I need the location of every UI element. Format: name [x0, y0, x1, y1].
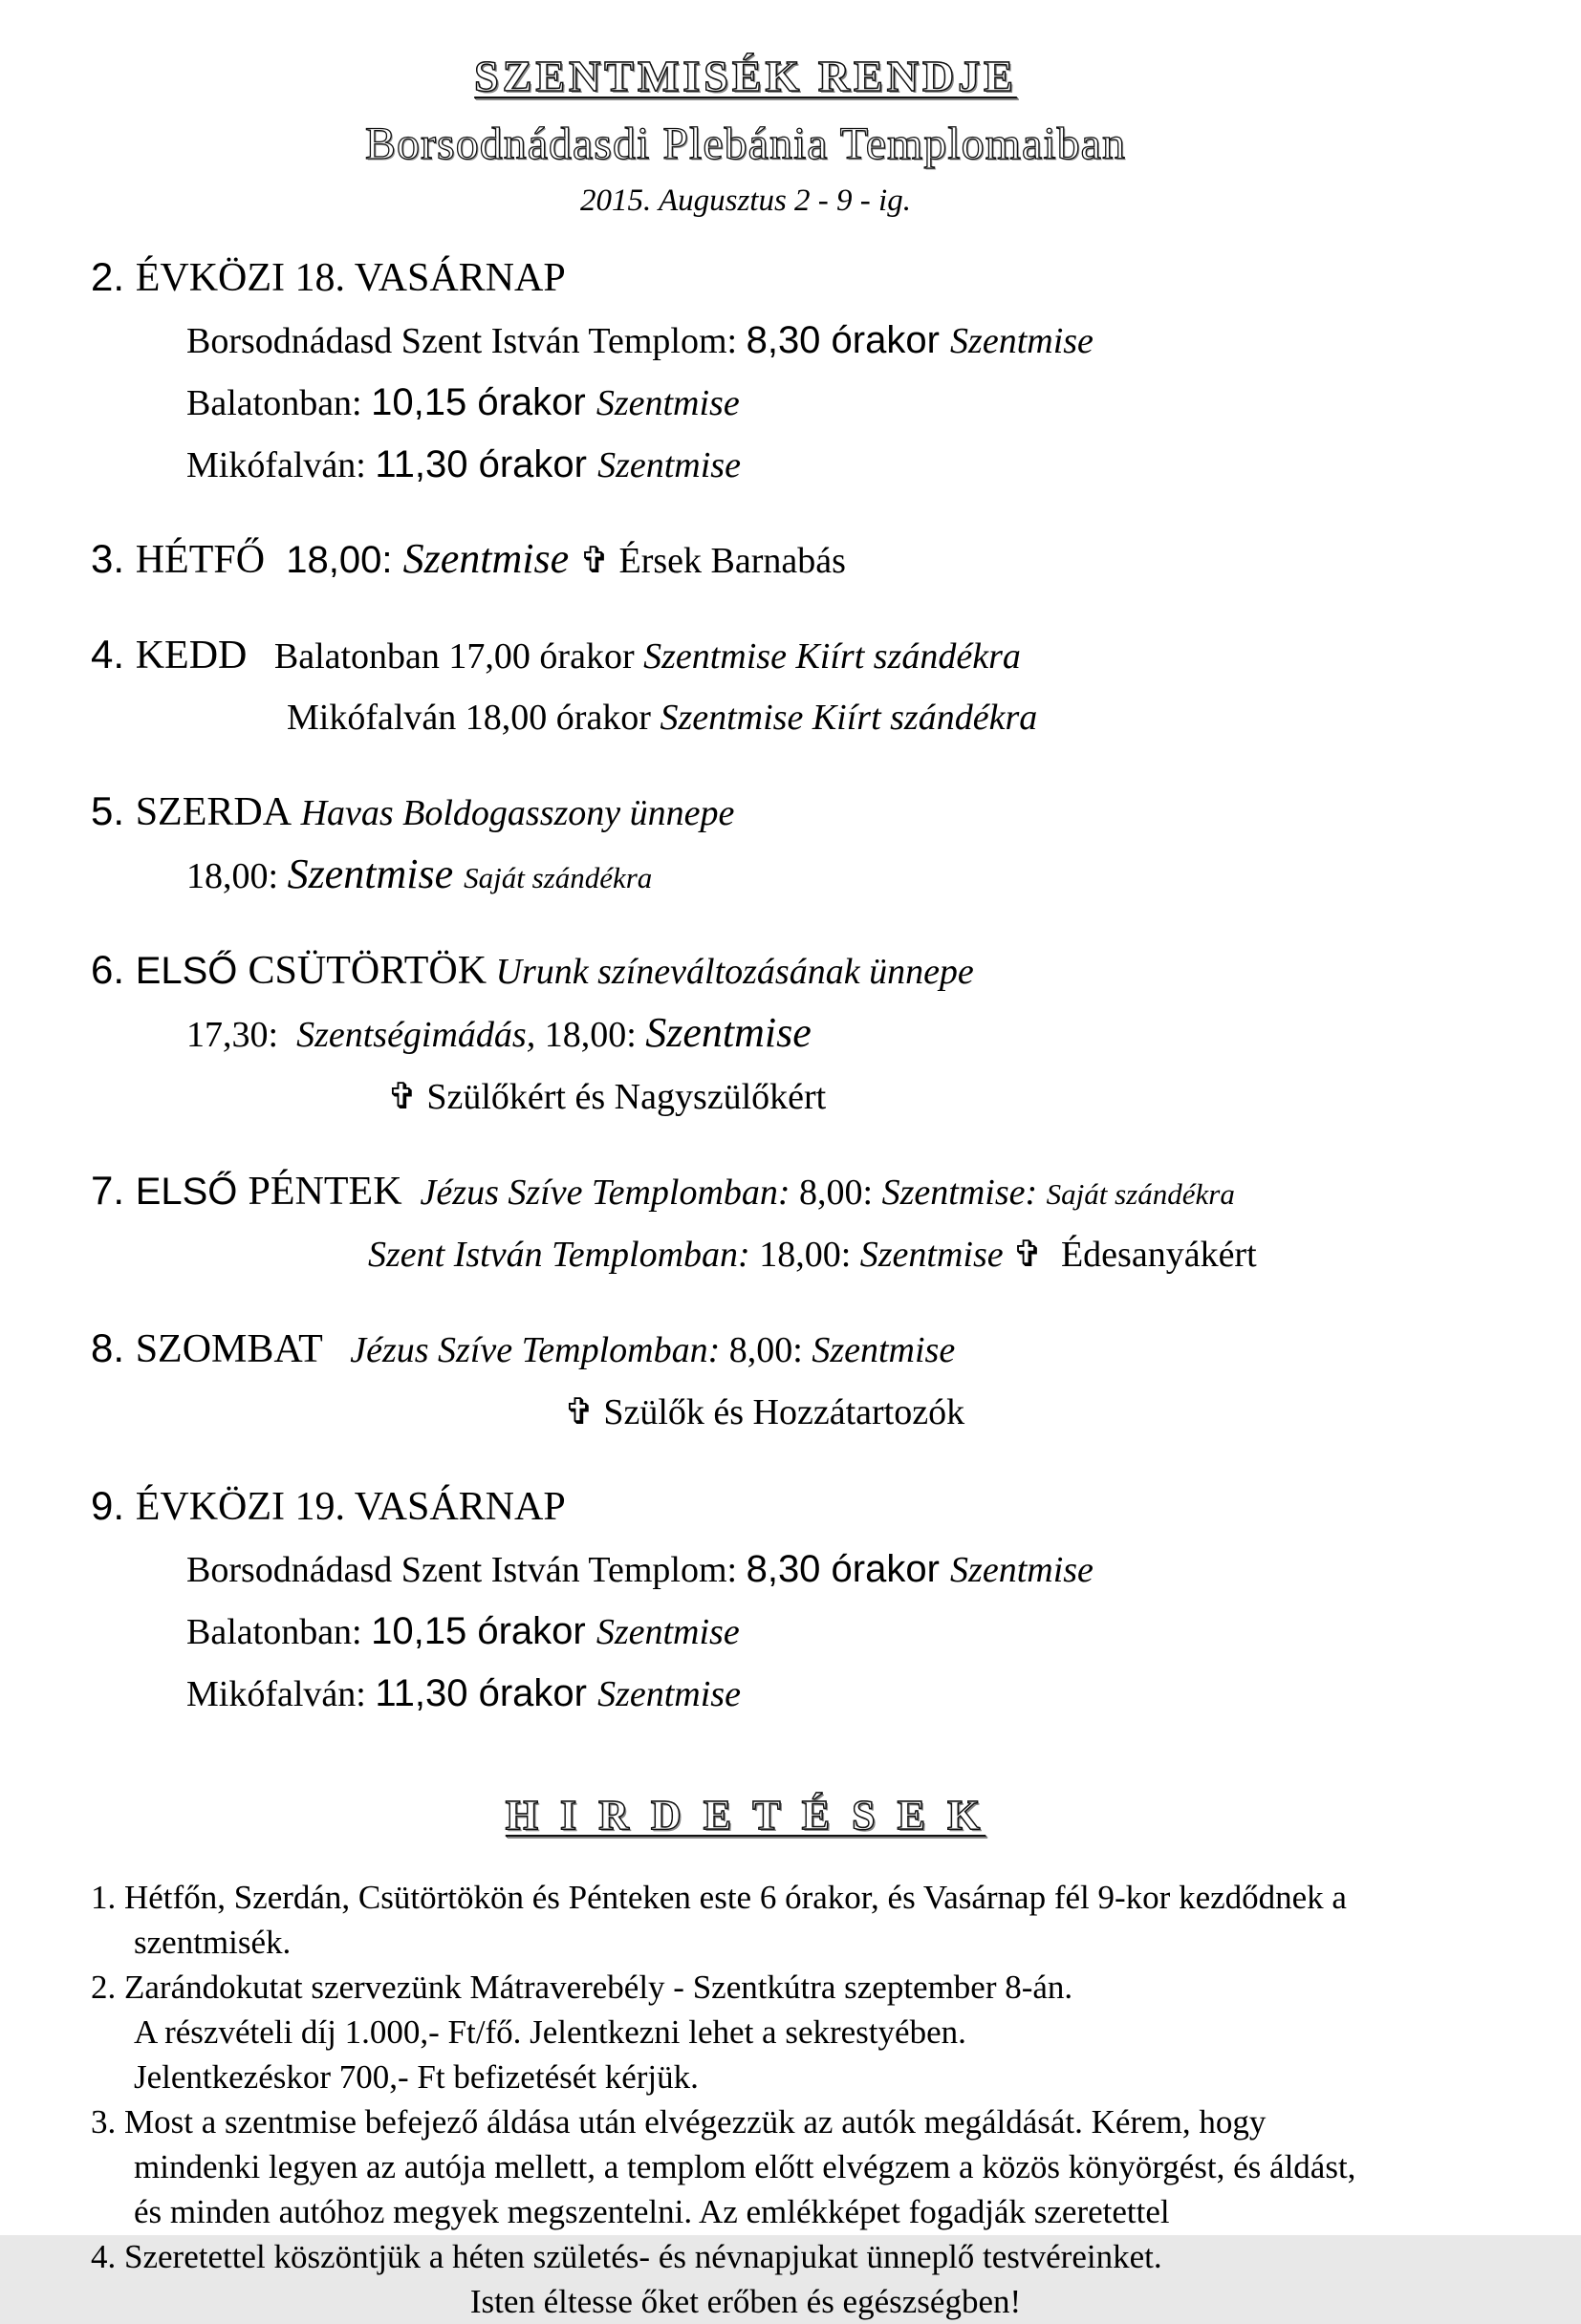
announcement-item: [91, 1875, 1514, 1965]
announcement-item: [91, 2234, 1514, 2279]
text-segment: 18,00:: [186, 856, 288, 896]
announcement-text: mindenki legyen az autója mellett, a templom előtt elvégzem a közös könyörgést, és áldást,: [134, 2148, 1356, 2185]
schedule-row: [91, 1164, 1514, 1227]
text-segment: Szentmise Kiírt szándékra: [643, 636, 1021, 677]
text-segment: 8,30 órakor: [746, 319, 951, 361]
announcement-item: [91, 1965, 1514, 2099]
announcement-number: 4.: [91, 2238, 124, 2275]
text-segment: 18,00:: [759, 1235, 860, 1275]
text-segment: ÉVKÖZI 19. VASÁRNAP: [135, 1485, 566, 1529]
text-segment: KEDD: [135, 634, 248, 678]
schedule-row: [564, 1385, 1514, 1447]
text-segment: Szentmise: [596, 1612, 740, 1652]
announcement-line: [91, 1965, 1514, 2010]
text-segment: Balatonban:: [186, 1612, 372, 1652]
schedule-row: [186, 438, 1514, 500]
text-segment: 8,00:: [799, 1173, 882, 1213]
text-segment: 4.: [91, 632, 136, 677]
text-segment: Szentmise: [402, 535, 580, 582]
text-segment: Borsodnádasd Szent István Templom:: [186, 1550, 747, 1590]
text-segment: Édesanyákért: [1042, 1235, 1257, 1275]
text-segment: CSÜTÖRTÖK: [248, 949, 487, 993]
text-segment: Saját szándékra: [1046, 1177, 1235, 1211]
schedule-row: [91, 628, 1514, 691]
cross-icon: ✞: [1012, 1233, 1043, 1275]
text-segment: 8,00:: [728, 1330, 812, 1370]
announcement-text: Zarándokutat szervezünk Mátraverebély - Szentkútra szeptember 8-án.: [124, 1969, 1073, 2006]
announcement-item: [91, 2099, 1514, 2234]
text-segment: Szülőkért és Nagyszülőkért: [417, 1077, 827, 1117]
text-segment: ELSŐ: [135, 950, 249, 992]
cross-icon: ✞: [564, 1390, 595, 1432]
text-segment: 7.: [91, 1168, 136, 1213]
text-segment: Szentségimádás,: [296, 1015, 545, 1055]
announcement-line: [134, 2189, 1514, 2234]
text-segment: Borsodnádasd Szent István Templom:: [186, 321, 747, 361]
text-segment: PÉNTEK: [248, 1170, 402, 1214]
text-segment: 8.: [91, 1325, 136, 1370]
schedule-row: [368, 1227, 1514, 1289]
announcement-line: [91, 1875, 1514, 1920]
text-segment: Jézus Szíve Templomban:: [401, 1173, 800, 1213]
announcement-line: [91, 2234, 1514, 2279]
schedule-section: [91, 1322, 1514, 1447]
page-title: SZENTMISÉK RENDJE: [474, 52, 1017, 100]
schedule-row: [287, 691, 1514, 752]
text-segment: Érsek Barnabás: [609, 541, 846, 581]
text-segment: 18,00:: [265, 539, 403, 581]
announcement-line: [134, 2010, 1514, 2055]
schedule-section: [91, 1479, 1514, 1729]
schedule-row: [91, 532, 1514, 595]
schedule-row: [387, 1069, 1514, 1131]
text-segment: Mikófalván 18,00 órakor: [287, 698, 661, 738]
announcement-text: A részvételi díj 1.000,- Ft/fő. Jelentkezni lehet a sekrestyében.: [134, 2013, 966, 2051]
schedule-section: [91, 532, 1514, 595]
announcement-text: Most a szentmise befejező áldása után elvégezzük az autók megáldását. Kérem, hogy: [124, 2103, 1267, 2141]
announcement-number: 2.: [91, 1969, 124, 2006]
text-segment: 6.: [91, 947, 136, 992]
schedule-row: [186, 1006, 1514, 1069]
text-segment: Jézus Szíve Templomban:: [322, 1330, 729, 1370]
schedule-section: [91, 628, 1514, 752]
text-segment: 8,30 órakor: [746, 1548, 951, 1590]
text-segment: 3.: [91, 536, 136, 581]
cross-icon: ✞: [579, 539, 610, 581]
announcement-text: Szeretettel köszöntjük a héten születés- és névnapjukat ünneplő testvéreinket.: [124, 2238, 1162, 2275]
text-segment: 17,30:: [186, 1015, 297, 1055]
announcement-line: [134, 1920, 1514, 1965]
text-segment: 9.: [91, 1483, 136, 1528]
text-segment: ÉVKÖZI 18. VASÁRNAP: [135, 256, 566, 300]
announcement-line: [134, 2144, 1514, 2189]
cross-icon: ✞: [387, 1075, 418, 1117]
text-segment: Szentmise: [596, 383, 740, 423]
text-segment: Urunk színeváltozásának ünnepe: [487, 952, 974, 992]
text-segment: 11,30 órakor: [375, 443, 598, 485]
text-segment: 10,15 órakor: [371, 1610, 596, 1652]
announcement-line: [91, 2099, 1514, 2144]
schedule-row: [186, 1604, 1514, 1667]
text-segment: SZOMBAT: [135, 1327, 323, 1371]
schedule-section: [91, 1164, 1514, 1289]
text-segment: Szentmise: [859, 1235, 1013, 1275]
announcement-line: [134, 2055, 1514, 2099]
text-segment: 10,15 órakor: [371, 381, 596, 423]
schedule-row: [91, 785, 1514, 848]
announcement-text: Hétfőn, Szerdán, Csütörtökön és Pénteken este 6 órakor, és Vasárnap fél 9-kor kezdődnek a: [124, 1879, 1347, 1916]
text-segment: Szent István Templomban:: [368, 1235, 760, 1275]
text-segment: HÉTFŐ: [135, 538, 266, 582]
closing-line: Isten éltesse őket erőben és egészségben!: [469, 2283, 1022, 2320]
announcement-number: 1.: [91, 1879, 124, 1916]
schedule-row: [91, 943, 1514, 1006]
mass-schedule: [91, 250, 1514, 1729]
text-segment: Szentmise Kiírt szándékra: [660, 698, 1038, 738]
text-segment: Balatonban:: [186, 383, 372, 423]
schedule-section: [91, 943, 1514, 1131]
announcements-heading: H I R D E T É S E K: [505, 1792, 986, 1839]
text-segment: Havas Boldogasszony ünnepe: [292, 793, 735, 833]
announcement-number: 3.: [91, 2103, 124, 2141]
text-segment: 5.: [91, 788, 136, 833]
schedule-row: [186, 313, 1514, 376]
schedule-row: [186, 1667, 1514, 1729]
announcements-list: [91, 1875, 1514, 2279]
text-segment: Szentmise: [950, 321, 1094, 361]
text-segment: SZERDA: [135, 790, 292, 834]
text-segment: Szentmise:: [881, 1173, 1047, 1213]
text-segment: 18,00:: [544, 1015, 646, 1055]
page-subtitle: Borsodnádasdi Plebánia Templomaiban: [365, 118, 1126, 169]
schedule-row: [91, 1322, 1514, 1385]
text-segment: Saját szándékra: [464, 861, 653, 894]
announcement-text: szentmisék.: [134, 1924, 292, 1961]
text-segment: Szentmise: [597, 1674, 741, 1714]
schedule-row: [91, 250, 1514, 313]
text-segment: Mikófalván:: [186, 1674, 376, 1714]
date-range: 2015. Augusztus 2 - 9 - ig.: [580, 183, 911, 218]
text-segment: Szentmise: [645, 1009, 812, 1056]
text-segment: Szentmise: [812, 1330, 956, 1370]
announcement-text: Jelentkezéskor 700,- Ft befizetését kérjük.: [134, 2058, 699, 2096]
text-segment: Szülők és Hozzátartozók: [594, 1392, 965, 1432]
text-segment: Szentmise: [950, 1550, 1094, 1590]
text-segment: 11,30 órakor: [375, 1672, 598, 1714]
schedule-section: [91, 250, 1514, 500]
text-segment: Balatonban 17,00 órakor: [247, 636, 644, 677]
schedule-section: [91, 785, 1514, 911]
text-segment: 2.: [91, 254, 136, 299]
text-segment: Szentmise: [287, 850, 465, 897]
schedule-row: [186, 848, 1514, 911]
text-segment: ELSŐ: [135, 1171, 249, 1213]
text-segment: Mikófalván:: [186, 445, 376, 485]
schedule-row: [186, 1542, 1514, 1604]
schedule-row: [91, 1479, 1514, 1542]
announcement-text: és minden autóhoz megyek megszentelni. Az emlékképet fogadják szeretettel: [134, 2193, 1170, 2230]
text-segment: Szentmise: [597, 445, 741, 485]
schedule-row: [186, 376, 1514, 438]
